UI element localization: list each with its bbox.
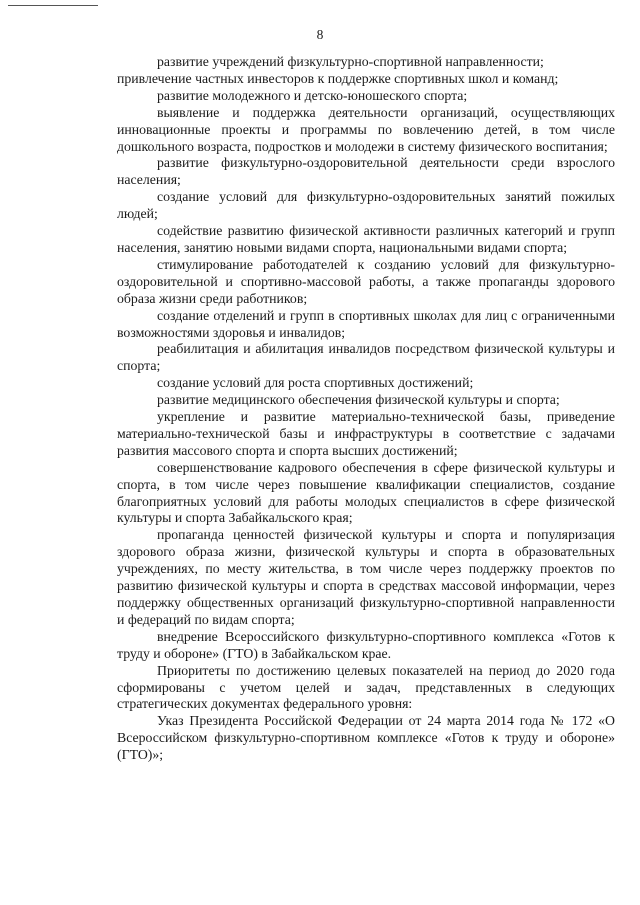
paragraph: внедрение Всероссийского физкультурно-спортивного комплекса «Готов к труду и обороне» (ГТО) в Забайкальском крае.: [117, 628, 615, 661]
paragraph: содействие развитию физической активности различных категорий и групп населения, занятию новыми видами спорта, национальными видами спорта;: [117, 223, 615, 255]
paragraph: Указ Президента Российской Федерации от 24 марта 2014 года № 172 «О Всероссийском физкультурно-спортивном комплексе «Готов к труду и обороне» (ГТО)»;: [117, 713, 615, 763]
paragraph: реабилитация и абилитация инвалидов посредством физической культуры и спорта;: [117, 341, 615, 374]
paragraph: развитие молодежного и детско-юношеского спорта;: [157, 87, 468, 103]
paragraph: развитие физкультурно-оздоровительной деятельности среди взрослого населения;: [117, 155, 615, 188]
paragraph: создание условий для роста спортивных достижений;: [157, 375, 474, 391]
paragraph: развитие учреждений физкультурно-спортивной направленности;: [157, 54, 544, 69]
paragraph: Приоритеты по достижению целевых показателей на период до 2020 года сформированы с учетом целей и задач, представленных в следующих стратегических документах федерального уровня:: [117, 662, 615, 712]
paragraph: привлечение частных инвесторов к поддержке спортивных школ и команд;: [117, 70, 559, 86]
scan-edge-line: [8, 5, 98, 6]
paragraph: создание условий для физкультурно-оздоровительных занятий пожилых людей;: [117, 189, 615, 222]
paragraph: совершенствование кадрового обеспечения в сфере физической культуры и спорта, в том числе через повышение квалификации специалистов, создание благоприятных условий для работы молодых специалистов в сфере физической культуры и спорта Забайкальского края;: [117, 459, 615, 526]
paragraph: создание отделений и групп в спортивных школах для лиц с ограниченными возможностями здоровья и инвалидов;: [117, 307, 615, 340]
paragraph: развитие медицинского обеспечения физической культуры и спорта;: [157, 392, 560, 408]
paragraph: пропаганда ценностей физической культуры и спорта и популяризация здорового образа жизни, физической культуры и спорта в образовательных учреждениях, по месту жительства, в том числе через поддержку проектов по развитию физической культуры и спорта в средствах массовой информации, через поддержку общественных организаций физкультурно-спортивной направленности и федераций по видам спорта;: [117, 527, 615, 627]
paragraph: стимулирование работодателей к созданию условий для физкультурно-оздоровительной и спортивно-массовой работы, а также пропаганды здорового образа жизни среди работников;: [117, 256, 615, 306]
paragraph: укрепление и развитие материально-технической базы, приведение материально-технической базы и инфраструктуры в соответствие с задачами развития массового спорта и спорта высших достижений;: [117, 409, 615, 458]
document-body: [117, 54, 615, 764]
paragraph: выявление и поддержка деятельности организаций, осуществляющих инновационные проекты и программы по вовлечению детей, в том числе дошкольного возраста, подростков и молодежи в систему физического воспитания;: [117, 104, 615, 154]
page-number: 8: [316, 27, 324, 42]
